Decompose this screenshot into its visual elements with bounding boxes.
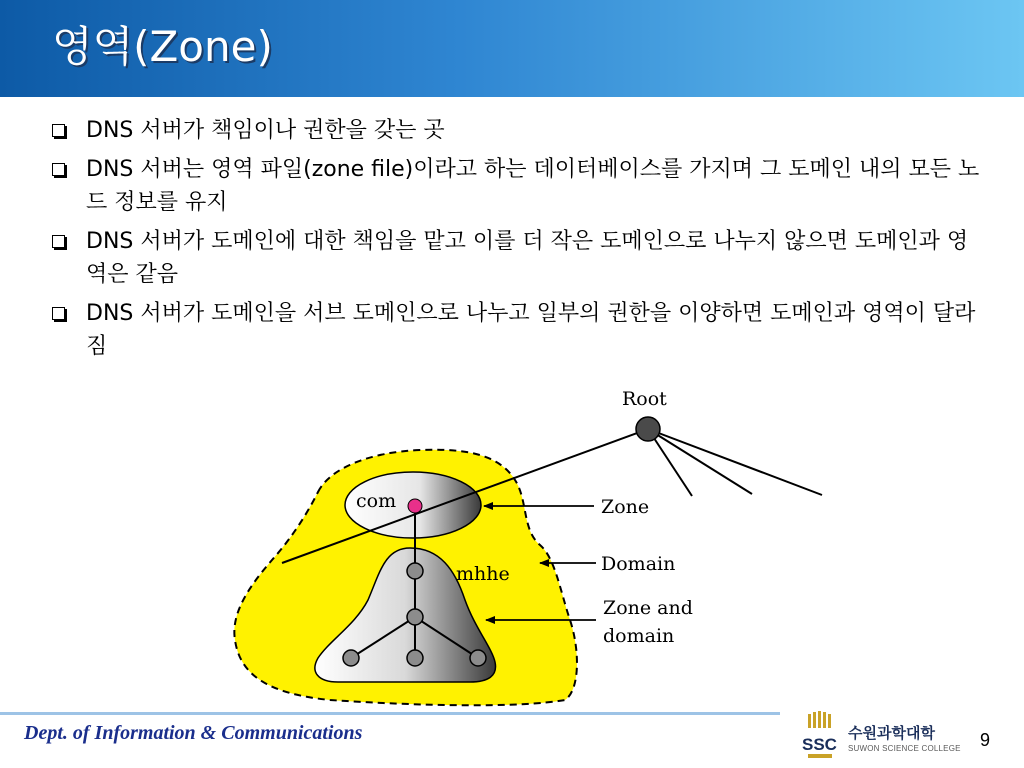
slide-title: 영역(Zone) — [52, 22, 273, 71]
zone-and-domain-label-line2: domain — [603, 625, 675, 647]
bullet-text: DNS 서버가 책임이나 권한을 갖는 곳 — [86, 118, 445, 143]
bullet-text: DNS 서버가 도메인을 서브 도메인으로 나누고 일부의 권한을 이양하면 도메인과 영역이 달라짐 — [86, 301, 976, 359]
leaf-node — [407, 650, 423, 666]
page-number: 9 — [980, 730, 991, 750]
bullet-text: DNS 서버가 도메인에 대한 책임을 맡고 이를 더 작은 도메인으로 나누지 않으면 도메인과 영역은 같음 — [86, 229, 969, 287]
com-label: com — [356, 490, 397, 512]
domain-label: Domain — [601, 553, 676, 575]
logo-english-name: SUWON SCIENCE COLLEGE — [848, 744, 961, 753]
leaf-node — [343, 650, 359, 666]
com-node — [408, 499, 422, 513]
zone-and-domain-label-line1: Zone and — [603, 597, 693, 619]
logo-emblem-icon — [802, 711, 840, 760]
tree-node — [407, 609, 423, 625]
logo-abbr: SSC — [802, 735, 837, 754]
footer-rule — [0, 712, 780, 715]
mhhe-label: mhhe — [456, 563, 510, 585]
zone-label: Zone — [601, 496, 650, 518]
root-label: Root — [622, 388, 667, 410]
tree-edge — [648, 429, 822, 495]
leaf-node — [470, 650, 486, 666]
mhhe-node — [407, 563, 423, 579]
bullet-text: DNS 서버는 영역 파일(zone file)이라고 하는 데이터베이스를 가지며 그 도메인 내의 모든 노드 정보를 유지 — [86, 157, 980, 215]
root-node — [636, 417, 660, 441]
department-footer: Dept. of Information & Communications — [24, 722, 363, 744]
logo-korean-name: 수원과학대학 — [848, 724, 935, 742]
